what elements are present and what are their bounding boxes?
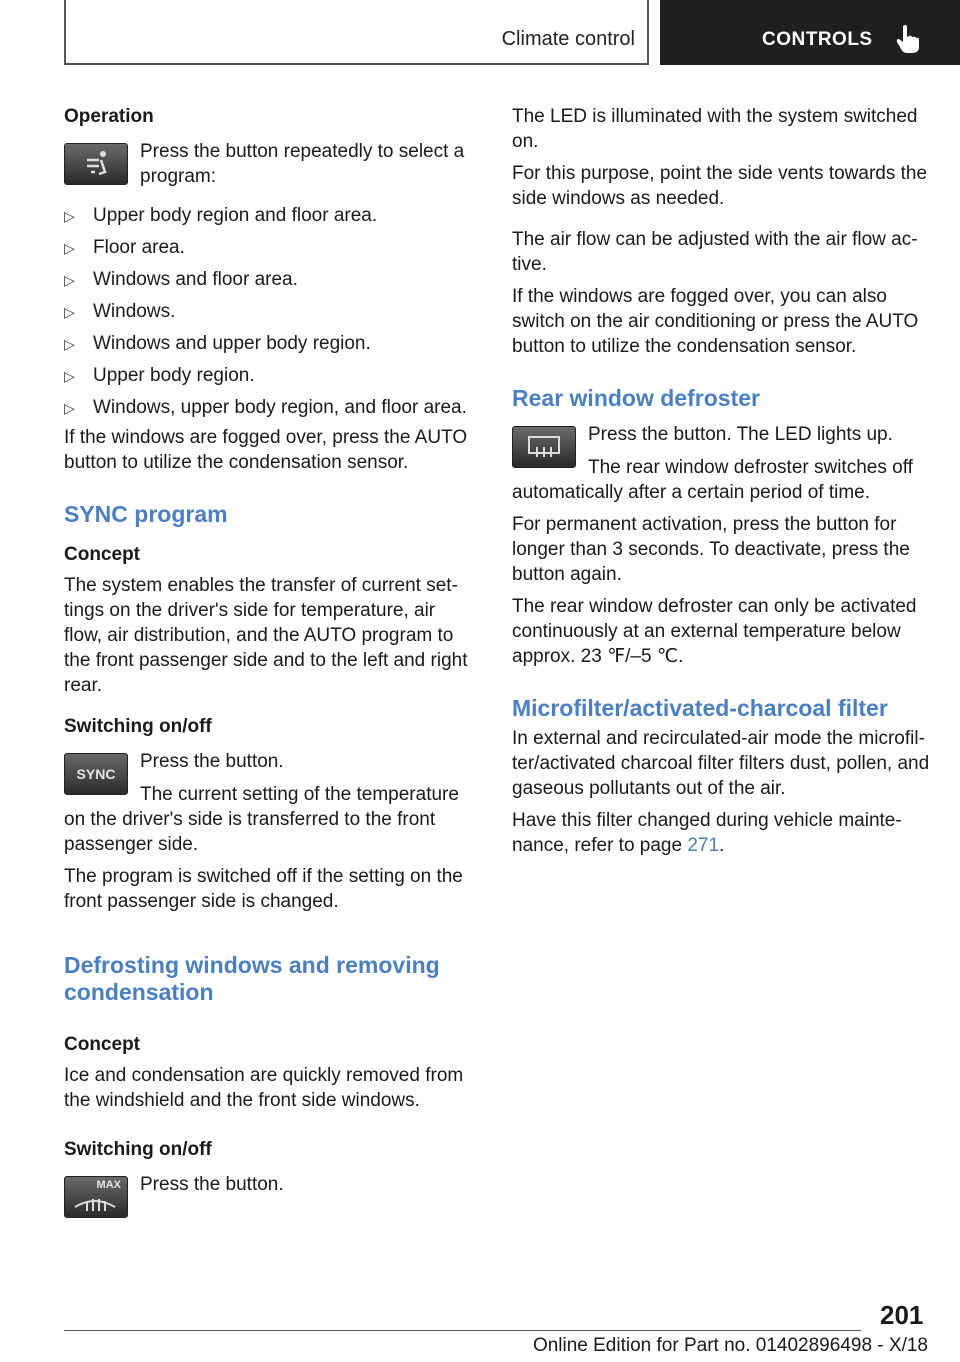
header-tab[interactable] (660, 0, 960, 65)
filter-change-label: Have this filter changed during vehicle mainte‐nance, refer to page (512, 810, 902, 856)
list-item (64, 331, 476, 356)
rear-defroster-icon (512, 426, 576, 468)
sync-switch-title: Switching on/off (64, 716, 212, 737)
sync-concept-title: Concept (64, 544, 140, 565)
sync-concept-text: The system enables the transfer of current set‐tings on the driver's side for temperature, air flow, air distribution, and the AUTO program to the front passenger side and to the left and right rear. (64, 575, 468, 696)
triangle-bullet-icon: ▷ (64, 336, 75, 352)
list-item-text: Upper body region. (93, 365, 255, 386)
sync-button-row (64, 749, 476, 799)
rear-window-glyph (513, 427, 575, 467)
air-distribution-glyph (65, 144, 127, 184)
triangle-bullet-icon: ▷ (64, 304, 75, 320)
list-item-text: Windows and upper body region. (93, 333, 371, 354)
header-frame-right (647, 0, 649, 64)
rear-perm-text: For permanent activation, press the button for longer than 3 seconds. To deactivate, press the button again. (512, 514, 910, 585)
header-section-title: Climate control (501, 28, 635, 50)
rear-heading: Rear window defroster (512, 385, 760, 411)
sync-off-text: The program is switched off if the setting on the front passenger side is changed. (64, 866, 463, 912)
air-distribution-icon (64, 143, 128, 185)
defrost-button-row (64, 1172, 476, 1222)
list-item-text: Windows. (93, 301, 176, 322)
filter-text: In external and recirculated-air mode the microfil‐ter/activated charcoal filter filters dust, pollen, and gaseous pollutants out of the air. (512, 728, 930, 799)
sync-heading: SYNC program (64, 501, 228, 527)
list-item-text: Windows, upper body region, and floor area. (93, 397, 467, 418)
operation-note: If the windows are fogged over, press the AUTO button to utilize the condensation sensor. (64, 427, 468, 473)
operation-button-row (64, 139, 476, 189)
max-defrost-icon (64, 1176, 128, 1218)
list-item-text: Windows and floor area. (93, 269, 298, 290)
pointing-hand-icon (895, 24, 921, 54)
list-item (64, 235, 476, 260)
sync-press-text: Press the button. (140, 751, 284, 772)
header-tab-label: CONTROLS (762, 29, 873, 50)
max-label: MAX (96, 1179, 121, 1191)
fogged-text: If the windows are fogged over, you can also switch on the air conditioning or press the AUTO button to utilize the condensation sensor. (512, 286, 919, 357)
filter-heading: Microfilter/activated-charcoal filter (512, 695, 888, 721)
header-frame-left (64, 0, 66, 64)
rear-press-text: Press the button. The LED lights up. (588, 424, 893, 445)
rear-cont-text: The rear window defroster can only be activated continuously at an external temperature below approx. 23 ℉/–5 ℃. (512, 596, 917, 667)
filter-change-period: . (719, 835, 725, 856)
right-column (512, 100, 932, 858)
list-item-text: Upper body region and floor area. (93, 205, 378, 226)
sync-button-icon: SYNC (64, 753, 128, 795)
defrost-heading: Defrosting windows and removing condensation (64, 952, 440, 1005)
page-number: 201 (880, 1300, 924, 1330)
triangle-bullet-icon: ▷ (64, 208, 75, 224)
defrost-press-text: Press the button. (140, 1174, 284, 1195)
filter-change-text (512, 808, 932, 858)
rear-off-text: The rear window defroster switches off automatically after a certain period of time. (512, 457, 913, 503)
operation-instruction: Press the button repeatedly to select a program: (140, 141, 465, 187)
page-271-link[interactable]: 271 (687, 835, 720, 856)
triangle-bullet-icon: ▷ (64, 272, 75, 288)
defrost-switch-title: Switching on/off (64, 1139, 212, 1160)
list-item (64, 299, 476, 324)
led-text: The LED is illuminated with the system switched on. (512, 106, 918, 152)
triangle-bullet-icon: ▷ (64, 240, 75, 256)
header-frame-bottom (64, 63, 649, 65)
left-column (64, 100, 476, 1222)
rear-button-row (512, 422, 932, 472)
footer-divider (64, 1330, 861, 1331)
triangle-bullet-icon: ▷ (64, 400, 75, 416)
edition-text: Online Edition for Part no. 01402896498 - X/18 (532, 1335, 928, 1356)
list-item (64, 395, 476, 420)
defrost-concept-title: Concept (64, 1034, 140, 1055)
list-item (64, 363, 476, 388)
list-item (64, 203, 476, 228)
operation-title: Operation (64, 106, 154, 127)
program-list (64, 203, 476, 420)
defrost-concept-text: Ice and condensation are quickly removed from the windshield and the front side windows. (64, 1065, 464, 1111)
list-item-text: Floor area. (93, 237, 185, 258)
airflow-text: The air flow can be adjusted with the air flow ac‐tive. (512, 229, 918, 275)
sync-current-text: The current setting of the temperature on the driver's side is transferred to the front passenger side. (64, 784, 459, 855)
list-item (64, 267, 476, 292)
vents-text: For this purpose, point the side vents towards the side windows as needed. (512, 163, 928, 209)
triangle-bullet-icon: ▷ (64, 368, 75, 384)
